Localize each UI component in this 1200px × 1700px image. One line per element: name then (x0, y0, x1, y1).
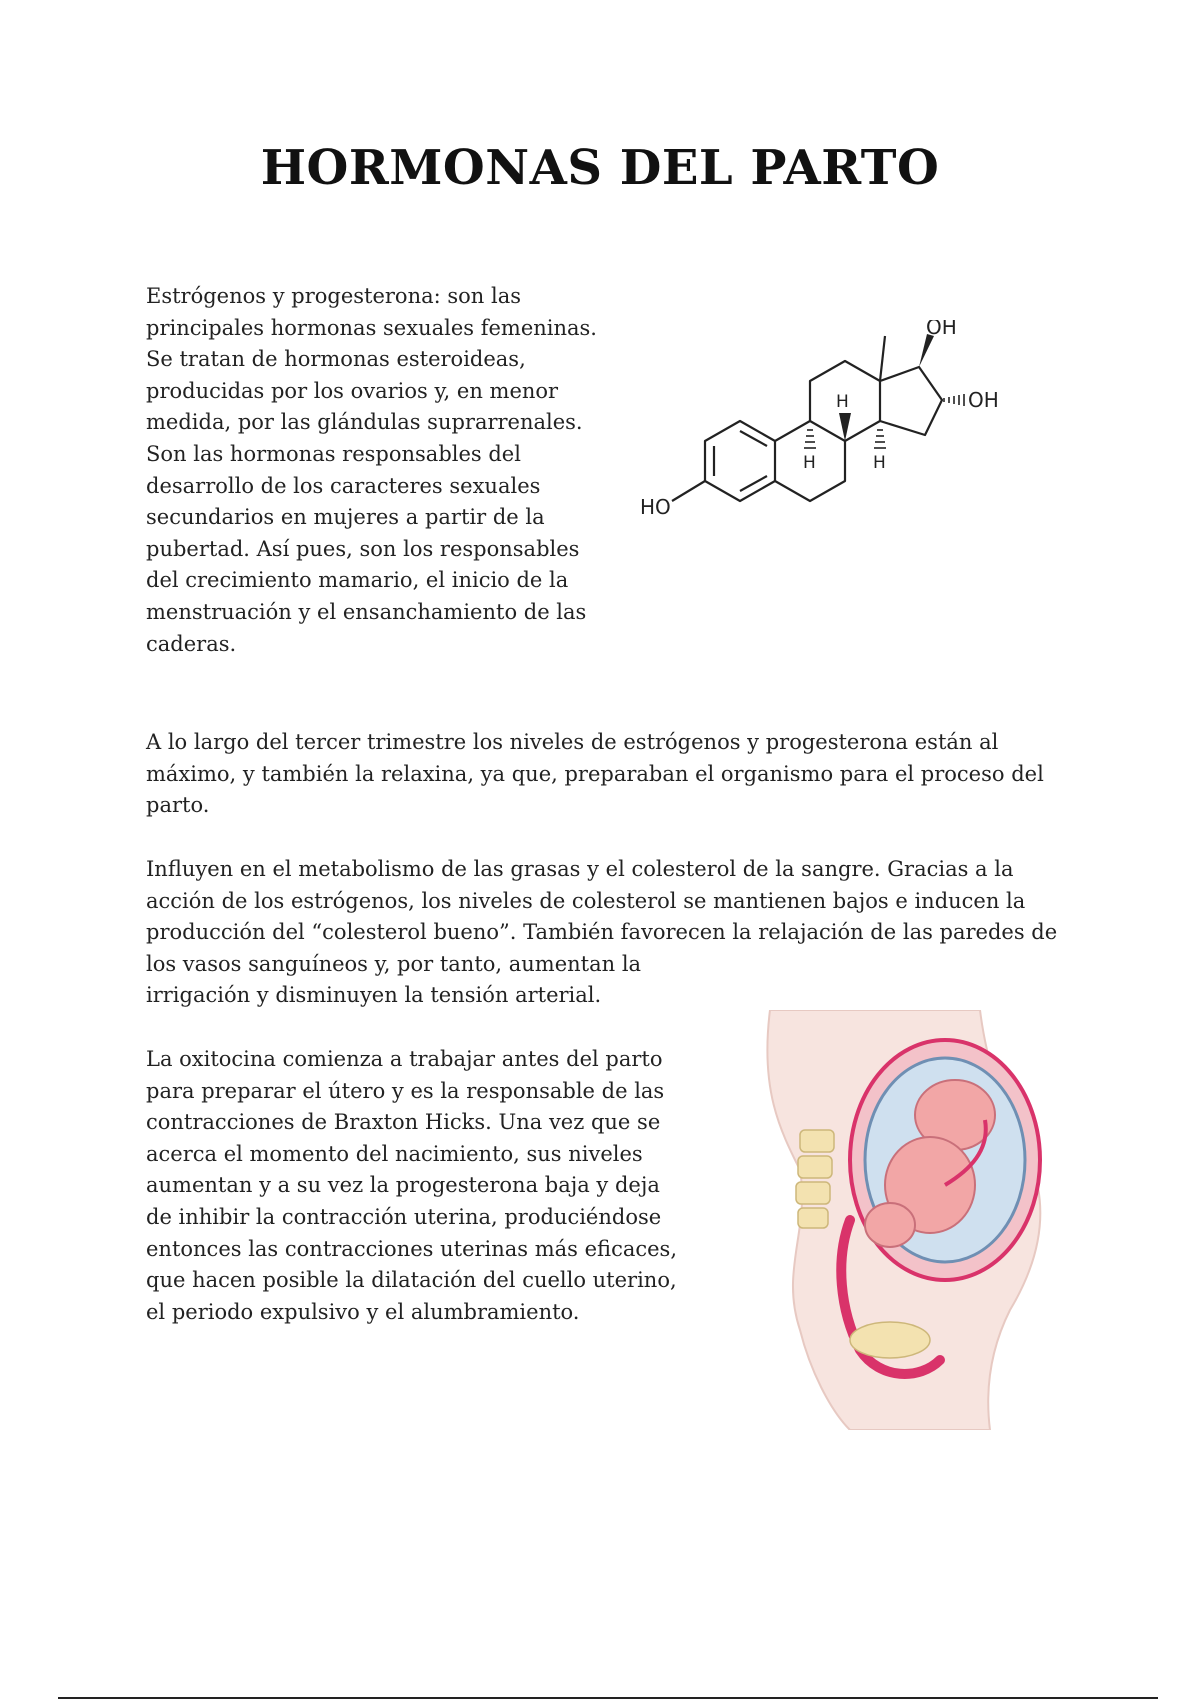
metabolism-paragraph (146, 854, 1071, 1012)
h-label-c8: H (836, 392, 849, 412)
wedge-h-c8 (839, 413, 851, 441)
h-label-c14: H (873, 453, 886, 473)
page-title: HORMONAS DEL PARTO (260, 140, 940, 196)
pelvic-bone (850, 1322, 930, 1358)
oxytocin-paragraph: La oxitocina comienza a trabajar antes del parto para preparar el útero y es la responsable de las contracciones de Braxton Hicks. Una vez que se acerca el momento del nacimiento, sus niveles aumentan y a su vez la progesterona baja y deja de inhibir la contracción uterina, produciéndose entonces las contracciones uterinas más eficaces, que hacen posible la dilatación del cuello uterino, el periodo expulsivo y el alumbramiento. (146, 1047, 677, 1324)
metabolism-text-main: Influyen en el metabolismo de las grasas y el colesterol de la sangre. Gracias a la acción de los estrógenos, los niveles de colesterol se mantienen bajos e inducen la producción del “colesterol bueno”. También favorecen la relajación de las paredes de (146, 857, 1058, 945)
metabolism-text-tail: los vasos sanguíneos y, por tanto, aumentan la irrigación y disminuyen la tensión arterial. (146, 951, 642, 1008)
ring-a (705, 421, 775, 501)
ring-d (880, 367, 942, 435)
oh-right-label: OH (968, 388, 999, 412)
estrogen-progesterone-paragraph: Estrógenos y progesterona: son las principales hormonas sexuales femeninas. Se tratan de hormonas esteroideas, producidas por los ovarios y, en menor medida, por las glándulas suprarrenales. Son las hormonas responsables del desarrollo de los caracteres sexuales secundarios en mujeres a partir de la pubertad. Así pues, son los responsables del crecimiento mamario, el inicio de la menstruación y el ensanchamiento de las caderas. (146, 284, 597, 656)
oh-top-label: OH (926, 320, 957, 339)
h-label-c9: H (803, 453, 816, 473)
third-trimester-paragraph: A lo largo del tercer trimestre los niveles de estrógenos y progesterona están al máximo, y también la relaxina, ya que, preparaban el organismo para el proceso del parto. (146, 730, 1044, 818)
ho-left-label: HO (640, 495, 671, 519)
pregnancy-uterus-illustration (740, 1010, 1080, 1430)
page-bottom-rule (58, 1697, 1158, 1699)
estradiol-structure-diagram (630, 320, 1070, 570)
